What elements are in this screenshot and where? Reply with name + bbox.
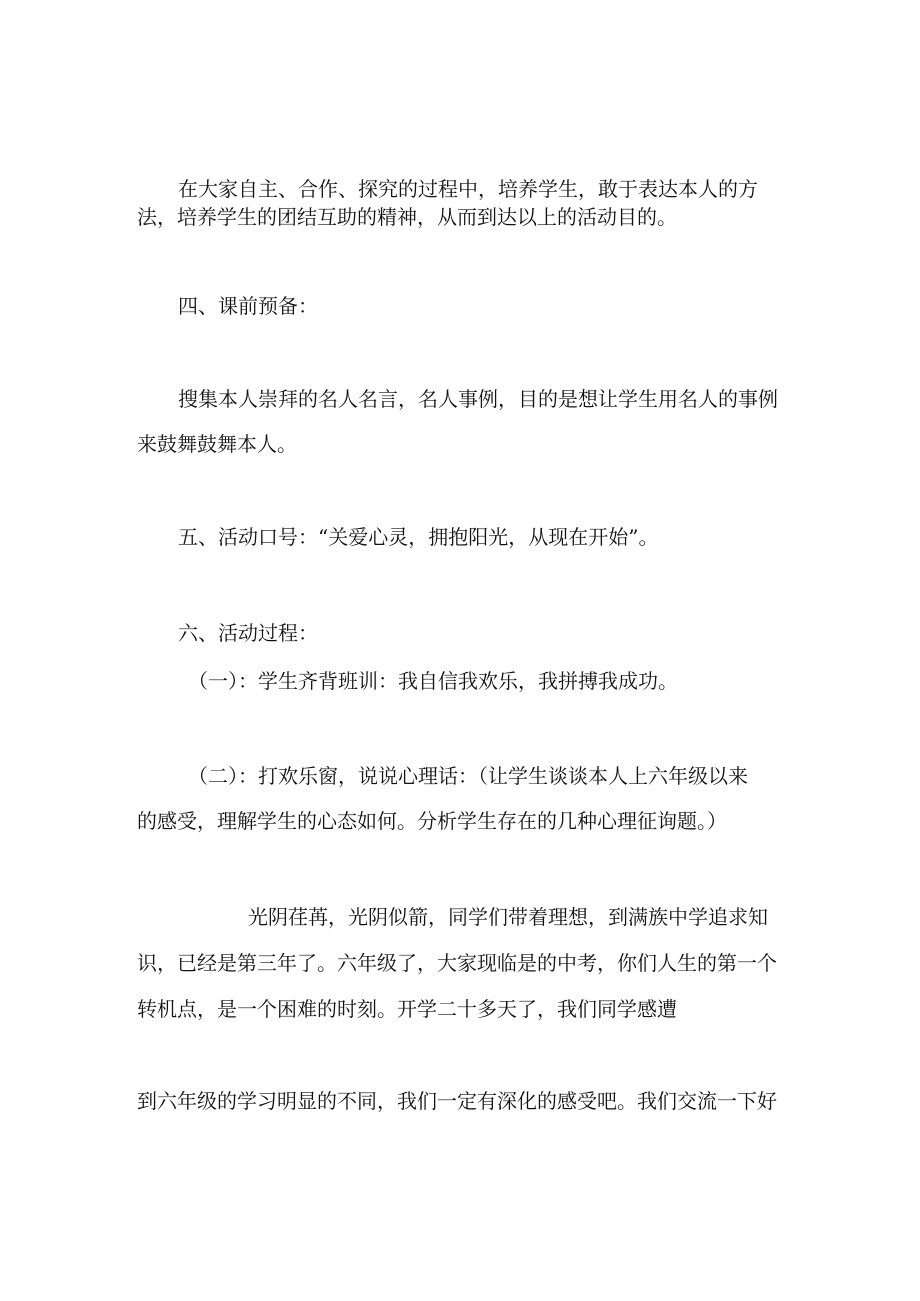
paragraph-2-line-2: 来鼓舞鼓舞本人。 (137, 432, 297, 456)
paragraph-3-line-3: 转机点，是一个困难的时刻。开学二十多天了，我们同学感遭 (137, 997, 677, 1021)
section-6-item-1: （一）：学生齐背班训：我自信我欢乐，我拼搏我成功。 (188, 669, 678, 693)
paragraph-3-line-2: 识，已经是第三年了。六年级了，大家现临是的中考，你们人生的第一个 (137, 951, 777, 975)
section-5-heading: 五、活动口号：“关爱心灵，拥抱阳光，从现在开始”。 (178, 525, 659, 549)
section-6-item-2-line-1: （二）：打欢乐窗，说说心理话：（让学生谈谈本人上六年级以来 (188, 764, 748, 788)
section-6-heading: 六、活动过程： (178, 621, 318, 645)
paragraph-1-line-2: 法，培养学生的团结互助的精神，从而到达以上的活动目的。 (137, 205, 677, 229)
section-4-heading: 四、课前预备： (178, 294, 318, 318)
paragraph-4-line-1: 到六年级的学习明显的不同，我们一定有深化的感受吧。我们交流一下好 (137, 1089, 777, 1113)
paragraph-3-line-1: 光阴荏苒，光阴似箭，同学们带着理想，到满族中学追求知 (248, 905, 768, 929)
paragraph-2-line-1: 搜集本人崇拜的名人名言，名人事例，目的是想让学生用名人的事例 (178, 387, 778, 411)
paragraph-1-line-1: 在大家自主、合作、探究的过程中，培养学生，敢于表达本人的方 (178, 177, 758, 201)
section-6-item-2-line-2: 的感受，理解学生的心态如何。分析学生存在的几种心理征询题。） (137, 809, 727, 833)
